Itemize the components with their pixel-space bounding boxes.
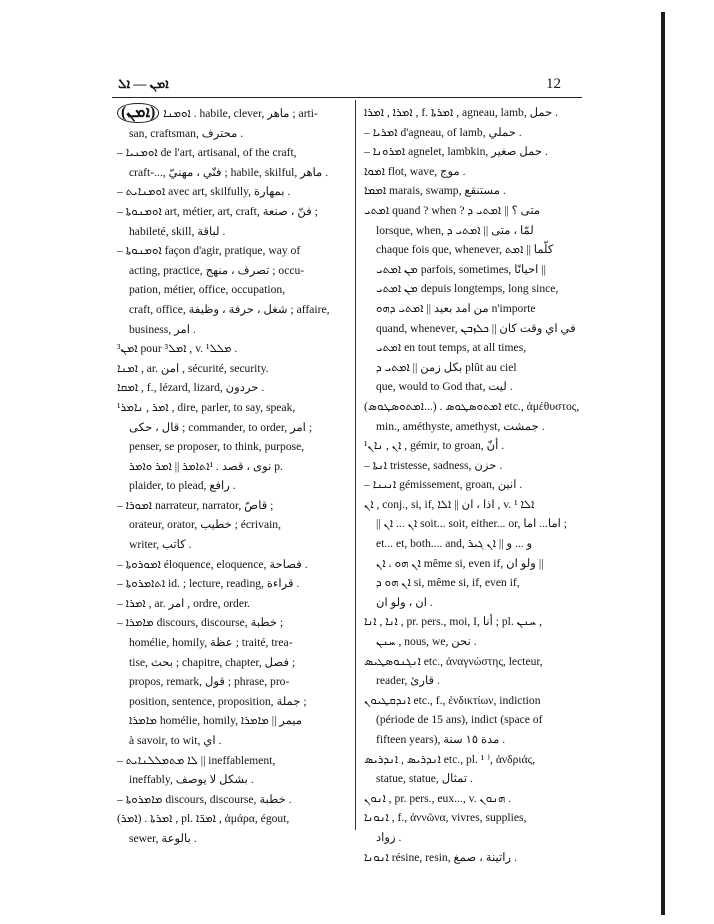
entry-line: habileté, skill, لباقة . <box>129 224 226 238</box>
entry-line: ܡܐܡܪܐ homélie, homily, ميمر || ܡܐܡܪܐ <box>129 714 303 728</box>
entry-line: – ܐܡܪܐ , ar. امر , ordre, order. <box>117 596 251 610</box>
entry-line: ܡܢ ܐܡܬܝ depuis longtemps, long since, <box>376 282 559 296</box>
entry-line: fifteen years), مدة ١٥ سنة . <box>376 733 506 746</box>
entry-line: et... et, both.... and, و ... و || ܐܢ ܓܝܪ <box>376 537 533 551</box>
running-head: ܐܡܢ — ܐܠ <box>118 76 169 91</box>
entry-line: craft, office, شغل ، حرفة ، وظيفة ; affaire, <box>129 302 330 316</box>
entry-line: ܐܡܘܐ flot, wave, موج . <box>364 164 466 178</box>
entry-line: ¹ܐܢ , ܢܐܢ , gémir, to groan, أنّ . <box>364 439 505 453</box>
entry-line: ܐܢ ܗܘ ، ܐܢ même si, even if, ولو ان || <box>376 556 544 570</box>
entry-line: ܐܡܩܐ , f., lézard, lizard, حردون . <box>117 381 265 395</box>
entry-line: craft-..., فنّي ، مهنيّ ; habile, skilful, ماهر . <box>129 165 329 179</box>
entry-line: – ܡܐܡܪܐ discours, discourse, خطبة ; <box>117 616 284 630</box>
entry-line: زواد . <box>376 830 402 844</box>
entry-line: business, امر . <box>129 322 196 336</box>
entry-line: ܐܡܬܝ en tout temps, at all times, <box>376 341 527 355</box>
entry-line: ܐܡܪܐ , ܐܡܪܐ , f. ܐܡܪܬܐ , agneau, lamb, حمل . <box>364 106 559 119</box>
entry-line: (ܐܡܬܘܣܛܘܣ...) . ܐܡܬܘܣܛܘܣ etc., ἀμέθυστος, <box>364 399 580 413</box>
entry-line: quand, whenever, في اي وقت كان || ܟܠܙܒܢ <box>376 321 576 335</box>
entry-line: que, would to God that, ليت . <box>376 380 513 394</box>
entry-line: نوى ، قصد . ¹ܐܬܐܡܪ || ܐܡܪ ܘܐܡܪ p. <box>129 459 283 473</box>
entry-line: reader, قارئ . <box>376 674 440 688</box>
entry-line: ineffably, بشكل لا يوصف . <box>129 773 254 787</box>
entry-line: – ܐܡܘܪܘܬܐ éloquence, eloquence, فصاحة . <box>117 557 308 571</box>
entry-line: – ܐܡܘܪܐ narrateur, narrator, قاصّ ; <box>117 498 274 512</box>
entry-line: || ܐܢ ... ܐܢ soit... soit, either... or, اما... اما ; <box>376 517 568 531</box>
header-rule <box>112 97 582 98</box>
entry-line: ܐܢ ܗܘ ܕ si, même si, if, even if, <box>376 576 520 590</box>
page-number: 12 <box>546 76 561 92</box>
column-divider <box>355 100 356 830</box>
entry-line: ܐܢܘܢܐ résine, resin, راتينة ، صمغ . <box>364 850 517 864</box>
entry-line: ܐܢܕܪܝܣ , ܐܢܕܪܝܣ etc., pl. ¹ ⁾, ἀνδριάς, <box>364 752 536 766</box>
entry-line: – ܐܬܐܡܪܘܬܐ id. ; lecture, reading, قراءة . <box>117 577 300 591</box>
entry-line: – ܐܡܪܝܐ d'agneau, of lamb, حملي . <box>364 125 522 139</box>
entry-line: propos, remark, قول ; phrase, pro- <box>129 675 290 689</box>
entry-line: homélie, homily, عظة ; traité, trea- <box>129 636 293 650</box>
entry-line: ܚܢܢ , nous, we, نحن . <box>376 635 477 649</box>
entry-line: acting, practice, تصرف ، منهج ; occu- <box>129 263 305 277</box>
entry-line: ܐܢ , conj., si, if, اذا ، ان || ܐܠܐ , v. ܐܠܐ ¹ <box>364 497 535 511</box>
entry-line: pation, métier, office, occupation, <box>129 283 286 297</box>
entry-line: min., améthyste, amethyst, جمشت . <box>376 419 545 433</box>
entry-line: – ܐܘܡܢܘܬܐ façon d'agir, pratique, way of <box>117 244 301 258</box>
entry-line: lorsque, when, لمّا ، متى || ܐܡܬܝ ܕ <box>376 223 534 237</box>
entry-line: (ܐܡܢ) ܐܘܡܢܐ . habile, clever, ماهر ; arti- <box>117 103 349 124</box>
entry-line: – ܠܐ ܡܬܡܠܠܢܐܝܬ || ineffablement, <box>117 753 276 767</box>
entry-line: – ܐܘܡܢܘܬܐ art, métier, art, craft, فنّ ، صنعة ; <box>117 204 318 218</box>
entry-line: (période de 15 ans), indict (space of <box>376 713 543 727</box>
entry-line: ان ، ولو ان . <box>376 595 433 609</box>
left-column <box>117 103 349 849</box>
entry-line: – ܐܘܡܢܝܐ de l'art, artisanal, of the craft, <box>117 146 297 160</box>
entry-line: بكل زمن || ܐܡܬܝ ܕ plût au ciel <box>376 360 517 374</box>
entry-line: ܐܡܢܐ , ar. امن , sécurité, security. <box>117 361 269 375</box>
entry-line: (ܐܡܪ) . ܐܡܪܬܐ , pl. ܐܡܪ̈ܐ , ἀμάρα, égout, <box>117 812 290 826</box>
entry-line: ¹ܐܡܪ , ܢܐܡܪ , dire, parler, to say, speak, <box>117 400 296 414</box>
entry-line: ܐܢܕܩܛܝܘܢ etc., f., ἐνδικτίων, indiction <box>364 693 541 707</box>
entry-line: – ܡܐܡܪܘܬܐ discours, discourse, خطبة . <box>117 792 292 806</box>
entry-line: orateur, orator, خطيب ; écrivain, <box>129 518 282 532</box>
entry-line: – ܐܢܝܢܐ gémissement, groan, انين . <box>364 478 523 492</box>
entry-line: – ܐܡܪܘܢܐ agnelet, lambkin, حمل صغير . <box>364 145 548 159</box>
entry-line: ܐܡܬܝ quand ? when ? متى ؟ || ܐܡܬܝ ܕ <box>364 203 541 217</box>
entry-line: tise, بحث ; chapitre, chapter, فصل ; <box>129 655 296 669</box>
entry-line: plaider, to plead, رافع . <box>129 479 236 493</box>
page-edge-shadow <box>661 12 665 915</box>
entry-line: ܡܢ ܐܡܬܝ parfois, sometimes, احيانًا || <box>376 262 546 276</box>
entry-line: ܐܡܡܐ marais, swamp, مستنقع . <box>364 184 506 198</box>
entry-line: ³ܐܡܢ pour ³ܐܡܠ , v. ¹ܡܠܠ . <box>117 342 238 356</box>
entry-line: penser, se proposer, to think, purpose, <box>129 440 305 454</box>
entry-line: position, sentence, proposition, جملة ; <box>129 694 307 708</box>
entry-line: writer, كاتب . <box>129 538 192 552</box>
right-column <box>364 103 582 867</box>
entry-line: ܐܢܘܢ , pr. pers., eux..., v. ܗܢܘܢ . <box>364 791 512 805</box>
root-stamp: (ܐܡܢ) <box>117 103 159 123</box>
entry-line: sewer, بالوعة . <box>129 831 197 845</box>
entry-line: قال ، حكى ; commander, to order, امر ; <box>129 420 313 434</box>
entry-line: san, craftsman, محترف . <box>129 126 244 140</box>
entry-line: ܐܢܓܢܘܣܛܝܣ etc., ἀναγνώστης, lecteur, <box>364 654 543 668</box>
entry-line: statue, statue, تمثال . <box>376 772 473 786</box>
entry-line: – ܐܘܡܢܐܝܬ avec art, skilfully, بمهارة . <box>117 185 291 199</box>
entry-line: à savoir, to wit, اي . <box>129 734 222 747</box>
entry-line: ܐܢܐ , ܐܢܐ , pr. pers., moi, I, أنا ; pl. ܚܢܢ , <box>364 615 542 629</box>
entry-line: من امد بعيد || ܐܡܬܝ ܕܗܘ n'importe <box>376 301 536 315</box>
entry-line: chaque fois que, whenever, كلّما || ܐܡܬ <box>376 243 554 257</box>
entry-line: ܐܢܘܢܐ , f., ἀννῶνα, vivres, supplies, <box>364 811 527 825</box>
entry-line: – ܐܢܬܐ tristesse, sadness, حزن . <box>364 458 503 472</box>
